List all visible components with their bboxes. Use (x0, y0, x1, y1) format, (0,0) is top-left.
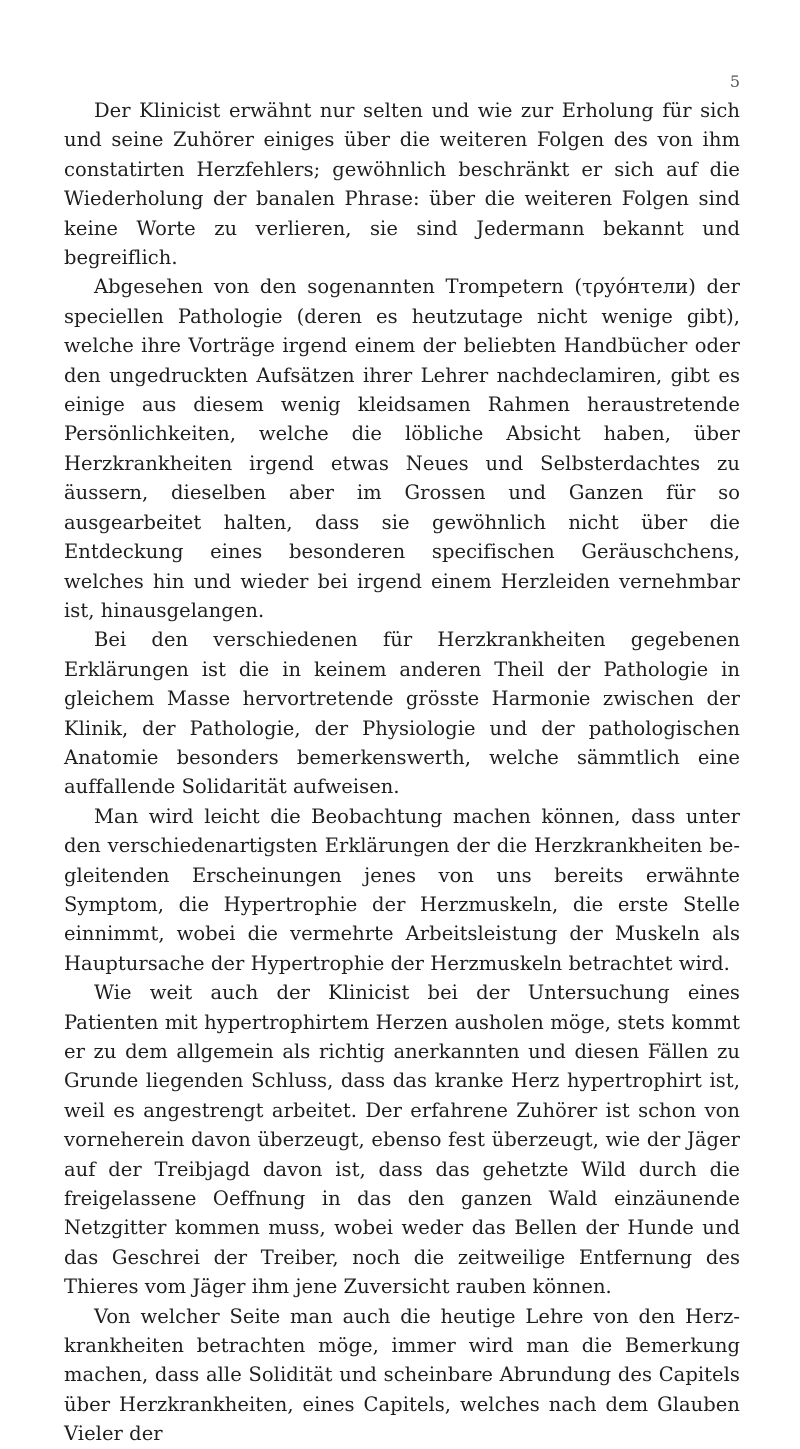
page-number: 5 (729, 72, 740, 91)
paragraph-2: Abgesehen von den sogenannten Trompetern (τρyόнτeли) der speciellen Pathologie (deren es heutzutage nicht wenige gibt), welche ihre Vorträge irgend einem der beliebten Handbücher oder den ungedruckten Aufsätzen ihrer Lehrer nachdeclamiren, gibt es einige aus diesem wenig kleidsamen Rahmen heraustretende Persönlichkeiten, welche die löbliche Absicht haben, über Herzkrankheiten irgend etwas Neues und Selbsterdachtes zu äussern, dieselben aber im Grossen und Ganzen für so ausgearbeitet halten, dass sie gewöhnlich nicht über die Entdeckung eines besonderen specifischen Geräuschchens, welches hin und wieder bei irgend einem Herzleiden vernehmbar ist, hinausgelangen. (64, 275, 740, 622)
paragraph-6: Von welcher Seite man auch die heutige Lehre von den Herzkrankheiten betrachten möge, immer wird man die Bemerkung machen, dass alle Solidität und scheinbare Abrundung des Capitels über Herzkrankheiten, eines Capitels, welches nach dem Glauben Vieler der (64, 1304, 740, 1446)
paragraph-4: Man wird leicht die Beobachtung machen können, dass unter den verschiedenartigsten Erklärungen der die Herzkrankheiten begleitenden Erscheinungen jenes von uns bereits erwähnte Symptom, die Hypertrophie der Herzmuskeln, die erste Stelle einnimmt, wobei die vermehrte Arbeitsleistung der Muskeln als Hauptursache der Hypertrophie der Herzmuskeln betrachtet wird. (64, 804, 740, 975)
body-text (64, 96, 740, 1449)
paragraph-3: Bei den verschiedenen für Herzkrankheiten gegebenen Erklärungen ist die in keinem anderen Theil der Pathologie in gleichem Masse hervortretende grösste Harmonie zwischen der Klinik, der Pathologie, der Physiologie und der pathologischen Anatomie besonders bemerkenswerth, welche sämmtlich eine auffallende Solidarität aufweisen. (64, 628, 740, 799)
paragraph-1: Der Klinicist erwähnt nur selten und wie zur Erholung für sich und seine Zuhörer einiges über die weiteren Folgen des von ihm constatirten Herzfehlers; gewöhnlich beschränkt er sich auf die Wiederholung der banalen Phrase: über die weiteren Folgen sind keine Worte zu verlieren, sie sind Jedermann bekannt und begreiflich. (64, 99, 740, 270)
paragraph-5: Wie weit auch der Klinicist bei der Untersuchung eines Patienten mit hypertrophirtem Herzen ausholen möge, stets kommt er zu dem allgemein als richtig anerkannten und diesen Fällen zu Grunde liegenden Schluss, dass das kranke Herz hypertrophirt ist, weil es angestrengt arbeitet. Der erfahrene Zuhörer ist schon von vorneherein davon überzeugt, ebenso fest überzeugt, wie der Jäger auf der Treibjagd davon ist, dass das gehetzte Wild durch die freigelassene Oeffnung in das den ganzen Wald einzäunende Netzgitter kommen muss, wobei weder das Bellen der Hunde und das Geschrei der Treiber, noch die zeitweilige Entfernung des Thieres vom Jäger ihm jene Zuversicht rauben können. (64, 981, 740, 1299)
